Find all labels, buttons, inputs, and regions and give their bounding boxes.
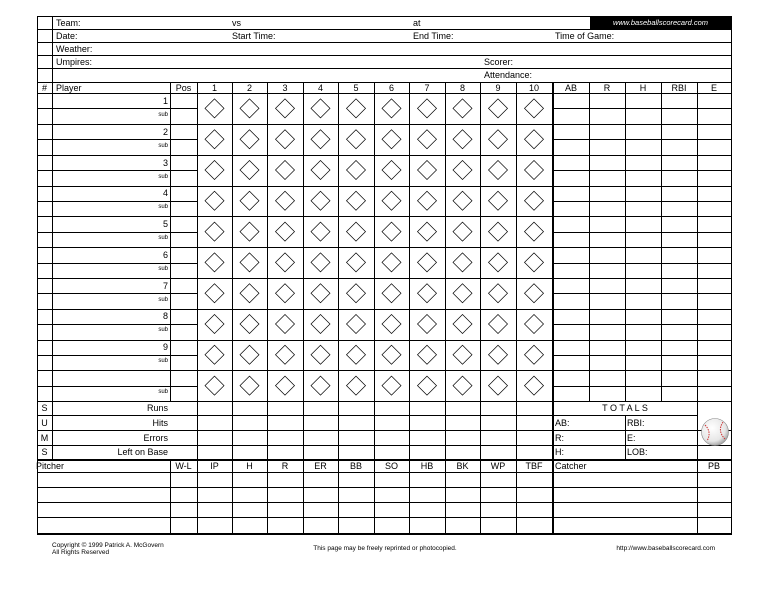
scoring-diamond[interactable]: [489, 376, 508, 395]
totals-rbi: RBI:: [627, 418, 645, 428]
so-header: SO: [384, 461, 398, 471]
scoring-diamond[interactable]: [311, 130, 330, 149]
scoring-diamond[interactable]: [418, 345, 437, 364]
scoring-diamond[interactable]: [347, 99, 366, 118]
scoring-diamond[interactable]: [453, 99, 472, 118]
catcher-header: Catcher: [555, 461, 587, 471]
scoring-diamond[interactable]: [382, 376, 401, 395]
scoring-diamond[interactable]: [418, 315, 437, 334]
scoring-diamond[interactable]: [347, 376, 366, 395]
copyright-line1: Copyright © 1999 Patrick A. McGovern: [52, 542, 164, 549]
scoring-diamond[interactable]: [525, 130, 544, 149]
scoring-diamond[interactable]: [240, 315, 259, 334]
scoring-diamond[interactable]: [525, 376, 544, 395]
scoring-diamond[interactable]: [347, 253, 366, 272]
scoring-diamond[interactable]: [276, 161, 295, 180]
scoring-diamond[interactable]: [382, 161, 401, 180]
scoring-diamond[interactable]: [240, 253, 259, 272]
scoring-diamond[interactable]: [276, 315, 295, 334]
pitch-r-header: R: [281, 461, 289, 471]
errors-label: Errors: [143, 433, 168, 443]
scoring-diamond[interactable]: [525, 222, 544, 241]
scoring-diamond[interactable]: [382, 284, 401, 303]
footer-url[interactable]: http://www.baseballscorecard.com: [616, 545, 715, 552]
left-on-base-label: Left on Base: [117, 447, 168, 457]
start-time-label: Start Time:: [232, 31, 276, 41]
scoring-diamond[interactable]: [240, 284, 259, 303]
scoring-diamond[interactable]: [489, 130, 508, 149]
sub-label: sub: [158, 266, 168, 272]
scoring-diamond[interactable]: [311, 376, 330, 395]
player-header: Player: [56, 83, 82, 93]
scoring-diamond[interactable]: [205, 376, 224, 395]
scoring-diamond[interactable]: [347, 130, 366, 149]
scoring-diamond[interactable]: [347, 191, 366, 210]
scoring-diamond[interactable]: [311, 345, 330, 364]
scoring-diamond[interactable]: [525, 315, 544, 334]
scoring-diamond[interactable]: [382, 253, 401, 272]
scoring-diamond[interactable]: [276, 99, 295, 118]
h-header: H: [639, 83, 647, 93]
scoring-diamond[interactable]: [347, 222, 366, 241]
scoring-diamond[interactable]: [418, 161, 437, 180]
inning-5-header: 5: [353, 83, 359, 93]
scoring-diamond[interactable]: [205, 191, 224, 210]
lineup-slot-number: 6: [162, 250, 168, 260]
bb-header: BB: [349, 461, 362, 471]
website-banner: www.baseballscorecard.com: [590, 17, 731, 29]
scoring-diamond[interactable]: [453, 315, 472, 334]
scoring-diamond[interactable]: [453, 161, 472, 180]
summary-side-letter: S: [41, 447, 48, 457]
inning-4-header: 4: [317, 83, 323, 93]
ip-header: IP: [210, 461, 219, 471]
pitching-row-line: [37, 517, 732, 518]
scoring-diamond[interactable]: [382, 191, 401, 210]
scoring-diamond[interactable]: [240, 376, 259, 395]
pb-header: PB: [707, 461, 720, 471]
sub-label: sub: [158, 143, 168, 149]
vs-label: vs: [232, 18, 241, 28]
scoring-diamond[interactable]: [205, 99, 224, 118]
wl-header: W-L: [175, 461, 192, 471]
date-label: Date:: [56, 31, 78, 41]
inning-3-header: 3: [282, 83, 288, 93]
summary-line: [37, 430, 732, 431]
at-label: at: [413, 18, 421, 28]
totals-r: R:: [555, 433, 564, 443]
scoring-diamond[interactable]: [205, 284, 224, 303]
scoring-diamond[interactable]: [418, 191, 437, 210]
scoring-diamond[interactable]: [489, 161, 508, 180]
totals-e: E:: [627, 433, 636, 443]
bk-header: BK: [456, 461, 469, 471]
scoring-diamond[interactable]: [382, 99, 401, 118]
scoring-diamond[interactable]: [453, 222, 472, 241]
scoring-diamond[interactable]: [525, 191, 544, 210]
scoring-diamond[interactable]: [489, 191, 508, 210]
pitching-header-bottom: [37, 472, 732, 473]
scoring-diamond[interactable]: [205, 345, 224, 364]
scoring-diamond[interactable]: [347, 161, 366, 180]
totals-h: H:: [555, 447, 564, 457]
scoring-diamond[interactable]: [240, 99, 259, 118]
totals-ab: AB:: [555, 418, 570, 428]
scoring-diamond[interactable]: [453, 345, 472, 364]
lineup-slot-number: 5: [162, 219, 168, 229]
umpires-label: Umpires:: [56, 57, 93, 67]
sub-label: sub: [158, 204, 168, 210]
summary-side-letter: M: [40, 433, 49, 443]
scoring-diamond[interactable]: [311, 222, 330, 241]
scoring-diamond[interactable]: [525, 99, 544, 118]
scoring-diamond[interactable]: [347, 345, 366, 364]
scoring-diamond[interactable]: [489, 345, 508, 364]
scoring-diamond[interactable]: [453, 130, 472, 149]
scoring-diamond[interactable]: [489, 315, 508, 334]
scoring-diamond[interactable]: [382, 315, 401, 334]
weather-label: Weather:: [56, 44, 93, 54]
scoring-diamond[interactable]: [276, 130, 295, 149]
scoring-diamond[interactable]: [205, 130, 224, 149]
inning-9-header: 9: [495, 83, 501, 93]
r-header: R: [603, 83, 611, 93]
time-of-game-label: Time of Game:: [555, 31, 615, 41]
scoring-diamond[interactable]: [347, 284, 366, 303]
hits-label: Hits: [152, 418, 168, 428]
summary-line: [37, 445, 732, 446]
copyright-line2: All Rights Reserved: [52, 549, 110, 556]
baseball-icon: [700, 417, 730, 447]
scoring-diamond[interactable]: [382, 222, 401, 241]
scoring-diamond[interactable]: [240, 345, 259, 364]
lineup-slot-number: 9: [162, 342, 168, 352]
lineup-slot-number: 3: [162, 158, 168, 168]
scoring-diamond[interactable]: [240, 191, 259, 210]
scoring-diamond[interactable]: [489, 284, 508, 303]
scoring-diamond[interactable]: [453, 253, 472, 272]
inning-2-header: 2: [246, 83, 252, 93]
scoring-diamond[interactable]: [311, 253, 330, 272]
inning-1-header: 1: [211, 83, 217, 93]
inning-7-header: 7: [424, 83, 430, 93]
scoring-diamond[interactable]: [418, 222, 437, 241]
lineup-slot-number: 8: [162, 311, 168, 321]
scoring-diamond[interactable]: [453, 284, 472, 303]
scoring-diamond[interactable]: [276, 222, 295, 241]
lineup-slot-number: 4: [162, 188, 168, 198]
team-label: Team:: [56, 18, 81, 28]
scoring-diamond[interactable]: [489, 99, 508, 118]
lineup-slot-number: 7: [162, 281, 168, 291]
attendance-label: Attendance:: [484, 70, 533, 80]
scoring-diamond[interactable]: [276, 345, 295, 364]
pitcher-header: Pitcher: [36, 461, 65, 471]
hb-header: HB: [420, 461, 434, 471]
pitching-row-line: [37, 487, 732, 488]
lineup-slot-number: 2: [162, 127, 168, 137]
scoring-diamond[interactable]: [525, 253, 544, 272]
sub-label: sub: [158, 174, 168, 180]
scoring-diamond[interactable]: [205, 253, 224, 272]
scoring-diamond[interactable]: [311, 191, 330, 210]
scoring-diamond[interactable]: [453, 376, 472, 395]
summary-side-letter: U: [41, 418, 48, 428]
scoring-diamond[interactable]: [205, 315, 224, 334]
scoring-diamond[interactable]: [276, 191, 295, 210]
scoring-diamond[interactable]: [525, 345, 544, 364]
pitching-row-line: [37, 502, 732, 503]
scorer-label: Scorer:: [484, 57, 514, 67]
tbf-header: TBF: [525, 461, 543, 471]
scoring-diamond[interactable]: [205, 161, 224, 180]
sub-label: sub: [158, 358, 168, 364]
scoring-diamond[interactable]: [311, 161, 330, 180]
scoring-diamond[interactable]: [418, 130, 437, 149]
sub-label: sub: [158, 112, 168, 118]
wp-header: WP: [490, 461, 506, 471]
rbi-header: RBI: [671, 83, 687, 93]
scoring-diamond[interactable]: [382, 130, 401, 149]
inning-6-header: 6: [388, 83, 394, 93]
scoring-diamond[interactable]: [418, 99, 437, 118]
scoring-diamond[interactable]: [240, 222, 259, 241]
scoring-diamond[interactable]: [489, 222, 508, 241]
sub-label: sub: [158, 327, 168, 333]
sub-label: sub: [158, 389, 168, 395]
sub-label: sub: [158, 297, 168, 303]
scoring-diamond[interactable]: [240, 130, 259, 149]
reprint-notice: This page may be freely reprinted or photocopied.: [313, 545, 457, 552]
end-time-label: End Time:: [413, 31, 454, 41]
scoring-diamond[interactable]: [347, 315, 366, 334]
scoring-diamond[interactable]: [311, 284, 330, 303]
scoring-diamond[interactable]: [276, 284, 295, 303]
scoring-diamond[interactable]: [240, 161, 259, 180]
scoring-diamond[interactable]: [453, 191, 472, 210]
scoring-diamond[interactable]: [525, 284, 544, 303]
ab-header: AB: [564, 83, 577, 93]
scoring-diamond[interactable]: [205, 222, 224, 241]
scoring-diamond[interactable]: [418, 253, 437, 272]
runs-label: Runs: [146, 403, 168, 413]
scoring-diamond[interactable]: [418, 376, 437, 395]
inning-10-header: 10: [528, 83, 539, 93]
number-header: #: [41, 83, 47, 93]
summary-side-letter: S: [41, 403, 48, 413]
sub-label: sub: [158, 235, 168, 241]
totals-lob: LOB:: [627, 447, 648, 457]
scoring-diamond[interactable]: [311, 99, 330, 118]
scoring-diamond[interactable]: [276, 253, 295, 272]
scoring-diamond[interactable]: [276, 376, 295, 395]
totals-title: T O T A L S: [602, 403, 648, 413]
lineup-slot-number: 1: [162, 96, 168, 106]
scoring-diamond[interactable]: [525, 161, 544, 180]
scoring-diamond[interactable]: [418, 284, 437, 303]
summary-line: [37, 415, 697, 416]
bottom-border: [37, 533, 732, 535]
totals-divider: [625, 415, 626, 459]
pos-header: Pos: [175, 83, 192, 93]
scoring-diamond[interactable]: [311, 315, 330, 334]
inning-8-header: 8: [459, 83, 465, 93]
er-header: ER: [314, 461, 327, 471]
scoring-diamond[interactable]: [382, 345, 401, 364]
e-header: E: [710, 83, 717, 93]
pitch-h-header: H: [246, 461, 253, 471]
scoring-diamond[interactable]: [489, 253, 508, 272]
